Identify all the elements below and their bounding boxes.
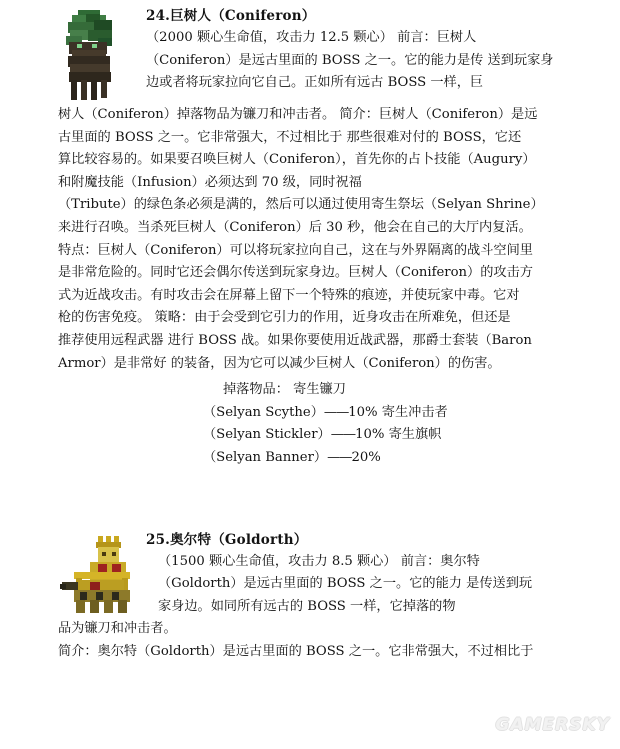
drop-row [203,424,550,447]
coniferon-body-text [58,104,550,375]
coniferon-drop-list [58,379,550,469]
goldorth-sprite [60,536,136,614]
entry-name-cn: 巨树人 [170,8,212,24]
text-line: 品为镰刀和冲击者。 [58,621,177,637]
text-line: 树人（Coniferon）掉落物品为镰刀和冲击者。 简介：巨树人（Coniferon）是远 [58,107,538,122]
text-line: 来进行召唤。当杀死巨树人（Coniferon）后 30 秒，他会在自己的大厅内复活。 [58,219,532,235]
drop-rate: 10% [355,427,385,443]
boss-entry-goldorth [58,530,550,664]
text-line: 简介：奥尔特（Goldorth）是远古里面的 BOSS 之一。它非常强大，不过相比于 [58,643,534,659]
text-line: 推荐使用远程武器 进行 BOSS 战。如果你要使用近战武器，那爵士套装（Baron [58,332,532,348]
text-line: （Tribute）的绿色条必须是满的，然后可以通过使用寄生祭坛（Selyan Shrine） [58,197,544,213]
text-line: （Coniferon）是远古里面的 BOSS 之一。它的能力是传 送到玩家身 [146,52,554,68]
drop-rate: 10% [348,404,378,420]
drop-item-name-en: （Selyan Stickler） [203,427,331,443]
drop-list-heading: 掉落物品： 寄生镰刀 [223,382,346,398]
drop-dash: —— [323,404,349,420]
text-line: 式为近战攻击。有时攻击会在屏幕上留下一个特殊的痕迹，并使玩家中毒。它对 [58,287,520,303]
drop-item-name-en: （Selyan Scythe） [203,404,324,420]
drop-item-name-cn: 寄生旗帜 [384,427,442,443]
drop-dash: —— [330,427,356,443]
goldorth-body-text [58,618,550,663]
drop-rate: 20% [351,449,381,465]
entry-name-en: （Coniferon） [211,8,316,24]
boss-entry-coniferon [58,6,554,470]
text-line: （1500 颗心生命值，攻击力 8.5 颗心） 前言：奥尔特 [158,553,480,569]
drop-dash: —— [327,449,352,465]
text-line: 和附魔技能（Infusion）必须达到 70 级，同时祝福 [58,174,362,190]
entry-name-cn: 奥尔特 [170,531,212,548]
drop-row [203,447,550,470]
text-line: 特点：巨树人（Coniferon）可以将玩家拉向自己，这在与外界隔离的战斗空间里 [58,242,533,258]
text-line: 古里面的 BOSS 之一。它非常强大，不过相比于 那些很难对付的 BOSS，它还 [58,129,522,145]
entry-number: 25. [146,531,171,548]
text-line: 枪的伤害免疫。 策略：由于会受到它引力的作用，近身攻击在所难免，但还是 [58,310,511,326]
entry-title-goldorth [146,530,550,551]
document-content [58,6,554,663]
coniferon-sprite [60,10,122,102]
text-line: 算比较容易的。如果要召唤巨树人（Coniferon），首先你的占卜技能（Augury） [58,152,536,168]
entry-number: 24. [146,8,171,24]
text-line: Armor）是非常好 的装备，因为它可以减少巨树人（Coniferon）的伤害。 [58,355,501,371]
text-line: （Goldorth）是远古里面的 BOSS 之一。它的能力 是传送到玩 [158,576,533,592]
entry-title-coniferon [146,6,550,27]
drop-row [203,402,550,425]
gamersky-watermark: GAMERSKY [495,715,610,735]
text-line: （2000 颗心生命值，攻击力 12.5 颗心） 前言：巨树人 [146,30,477,45]
drop-item-name-cn: 寄生冲击者 [377,404,448,420]
coniferon-wrapped-text [58,27,554,95]
text-line: 边或者将玩家拉向它自己。正如所有远古 BOSS 一样，巨 [146,75,484,91]
entry-name-en: （Goldorth） [211,531,308,548]
text-line: 是非常危险的。同时它还会偶尔传送到玩家身边。巨树人（Coniferon）的攻击方 [58,265,533,281]
drop-item-name-en: （Selyan Banner） [203,449,328,465]
text-line: 家身边。如同所有远古的 BOSS 一样，它掉落的物 [158,598,456,614]
